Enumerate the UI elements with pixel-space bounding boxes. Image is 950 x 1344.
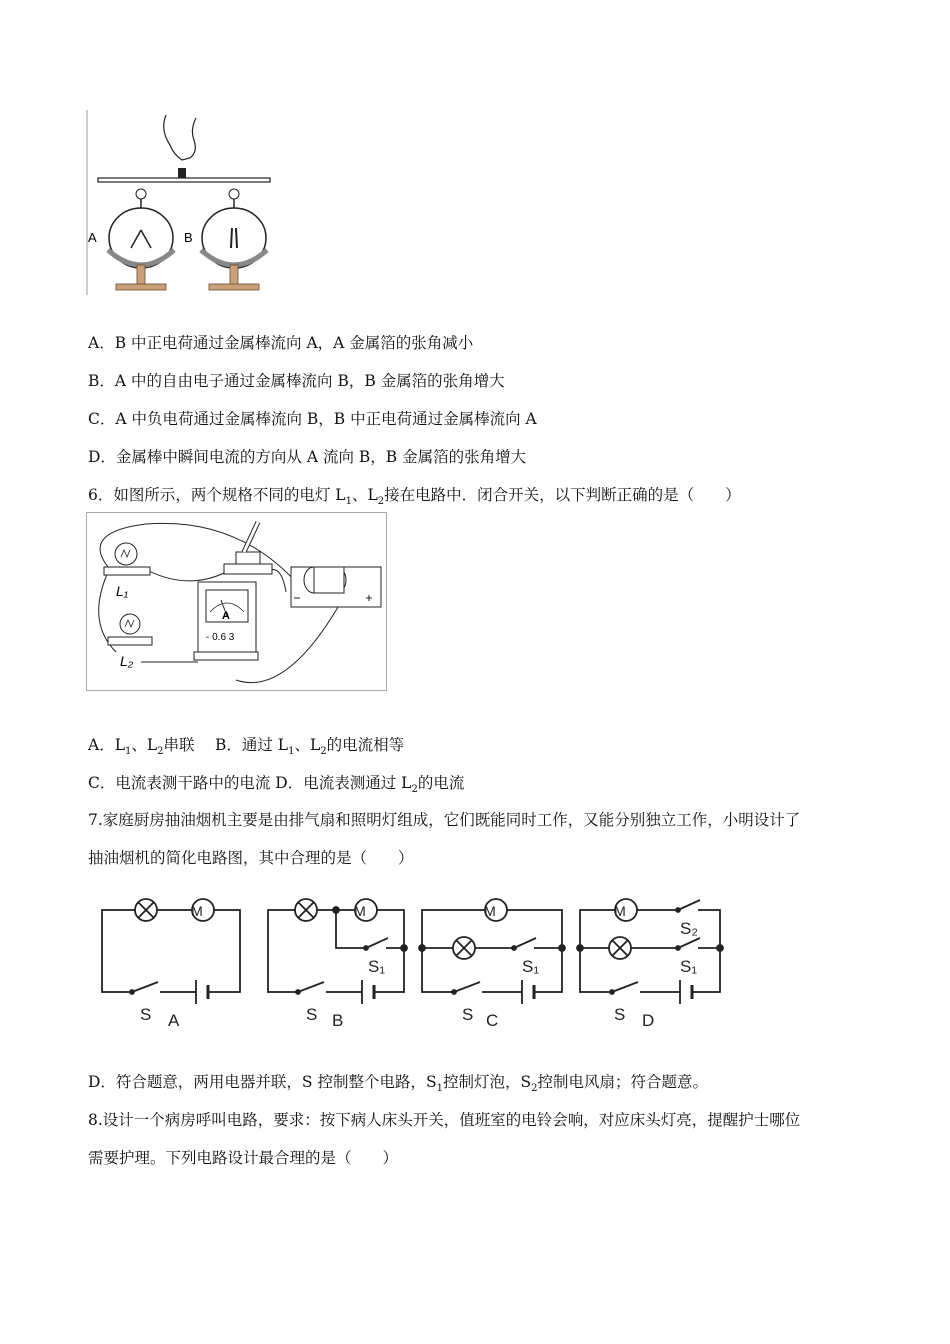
q8-stem-line2: 需要护理。下列电路设计最合理的是（ ） [88,1149,399,1167]
circuit-a-s: S [140,1005,152,1024]
circuit-c-s1: S₁ [522,957,540,976]
circuit-a-motor: M [191,903,203,919]
circuit-d-s2: S₂ [680,919,698,938]
q7-stem-line1: 7.家庭厨房抽油烟机主要是由排气扇和照明灯组成，它们既能同时工作，又能分别独立工作，小明设计了 [88,811,801,829]
q6-options-cd: C．电流表测干路中的电流 D．电流表测通过 $L_2$的电流 [88,774,465,796]
circuit-b-s1: S₁ [368,957,386,976]
q8-stem-line1: 8.设计一个病房呼叫电路，要求：按下病人床头开关，值班室的电铃会响，对应床头灯亮，提醒护士哪位 [88,1111,801,1129]
circuit-b-s: S [306,1005,318,1024]
circuit-c-label: C [486,1011,499,1030]
lamp-l1-label: L₁ [116,583,129,599]
electroscope-figure [86,110,276,295]
circuit-d-s1: S₁ [680,957,698,976]
circuit-d-label: D [642,1011,655,1030]
q5-option-d: D．金属棒中瞬间电流的方向从 A 流向 B，B 金属箔的张角增大 [88,448,527,466]
ammeter-scale-label: - 0.6 3 [206,632,235,643]
q5-option-b: B．A 中的自由电子通过金属棒流向 B，B 金属箔的张角增大 [88,372,505,390]
lamp-l2-label: L₂ [120,653,134,669]
electroscope-a-label: A [88,230,97,245]
circuit-c-s: S [462,1005,474,1024]
circuit-c-motor: M [484,903,496,919]
q5-option-c: C．A 中负电荷通过金属棒流向 B，B 中正电荷通过金属棒流向 A [88,410,537,428]
q6-stem: 6．如图所示，两个规格不同的电灯 $L_1$、$L_2$接在电路中．闭合开关，以下判断正确的是（ ） [88,486,741,508]
circuit-b-label: B [332,1011,344,1030]
circuit-a-label: A [168,1011,180,1030]
lamp-circuit-figure [86,512,388,692]
q5-option-a: A．B 中正电荷通过金属棒流向 A，A 金属箔的张角减小 [88,334,474,352]
q7-stem-line2: 抽油烟机的简化电路图，其中合理的是（ ） [88,849,414,867]
q7-answer: D．符合题意，两用电器并联，S 控制整个电路，$S_1$控制灯泡，$S_2$控制电风扇；符合题意。 [88,1073,708,1095]
circuit-b-motor: M [354,903,366,919]
circuit-d-motor: M [614,903,626,919]
ammeter-label: A [222,610,230,622]
range-hood-circuits-figure [96,888,732,1038]
electroscope-b-label: B [184,230,193,245]
circuit-d-s: S [614,1005,626,1024]
q6-options-ab: A．$L_1$、$L_2$串联 B．通过 $L_1$、$L_2$的电流相等 [88,736,405,758]
